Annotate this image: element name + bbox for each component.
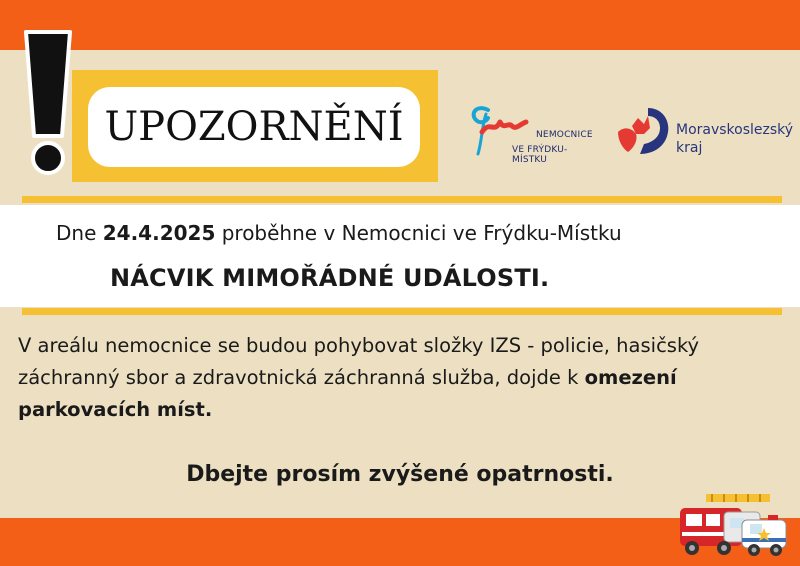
announcement-line xyxy=(56,221,622,245)
exclamation-icon xyxy=(22,30,74,176)
hospital-logo-line2: VE FRÝDKU-MÍSTKU xyxy=(512,145,568,165)
body-text: V areálu nemocnice se budou pohybovat složky IZS - policie, hasičský záchranný sbor a zdravotnická záchranná služba, dojde k xyxy=(18,334,700,389)
emergency-vehicles-icon xyxy=(676,490,788,558)
region-logo-icon xyxy=(614,104,672,158)
caution-note: Dbejte prosím zvýšené opatrnosti. xyxy=(186,462,614,487)
top-orange-band xyxy=(0,0,800,50)
warning-title: UPOZORNĚNÍ xyxy=(104,104,404,150)
hospital-logo xyxy=(468,100,598,164)
hospital-logo-line1: NEMOCNICE xyxy=(536,130,593,140)
announcement-headline: NÁCVIK MIMOŘÁDNÉ UDÁLOSTI. xyxy=(110,264,550,292)
announcement-prefix: Dne xyxy=(56,221,103,245)
body-bold-text: omezení parkovacích míst. xyxy=(18,366,677,421)
body-paragraph xyxy=(18,330,790,426)
region-logo-line1: Moravskoslezský xyxy=(676,122,794,138)
yellow-rule-top xyxy=(22,196,782,203)
announcement-suffix: proběhne v Nemocnici ve Frýdku-Místku xyxy=(215,221,622,245)
region-logo xyxy=(614,104,794,160)
announcement-date: 24.4.2025 xyxy=(102,221,216,245)
region-logo-line2: kraj xyxy=(676,140,703,156)
yellow-rule-bottom xyxy=(22,308,782,315)
